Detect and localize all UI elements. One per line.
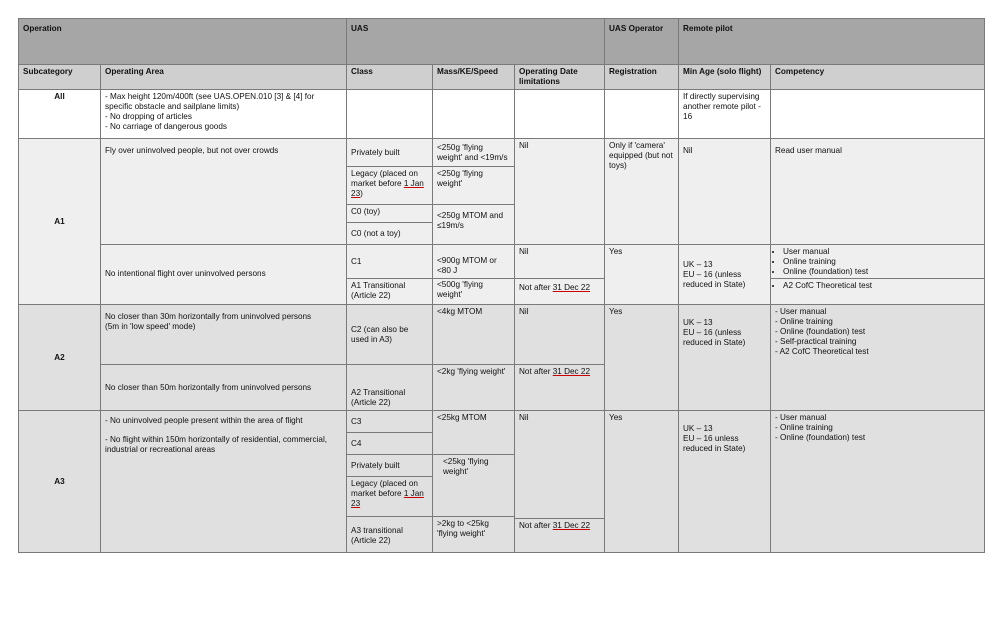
a1-class-c0-toy: C0 (toy) xyxy=(347,205,433,223)
a1-mass-c0: <250g MTOM and ≤19m/s xyxy=(433,205,515,245)
a3-class-c3: C3 xyxy=(347,411,433,433)
a1-legacy-date: 1 Jan 23 xyxy=(351,179,424,198)
a1-min-age-2: UK – 13 EU – 16 (unless reduced in State) xyxy=(679,245,771,305)
header-operation: Operation xyxy=(19,19,347,65)
a1-class-legacy xyxy=(347,167,433,205)
a1-mass-a1t: <500g 'flying weight' xyxy=(433,279,515,305)
a2-competency-item: - A2 CofC Theoretical test xyxy=(775,347,869,356)
subheader-subcategory: Subcategory xyxy=(19,65,101,90)
a3-class-a3t: A3 transitional (Article 22) xyxy=(347,517,433,553)
subheader-registration: Registration xyxy=(605,65,679,90)
a3-class-legacy xyxy=(347,477,433,517)
a2-competency-item: - Online (foundation) test xyxy=(775,327,866,336)
a2-competency-list xyxy=(775,307,980,357)
a2-area-1: No closer than 30m horizontally from uninvolved persons (5m in 'low speed' mode) xyxy=(101,305,347,365)
a3-legacy-date: 1 Jan 23 xyxy=(351,489,424,508)
all-competency xyxy=(771,90,985,139)
a2-class-c2: C2 (can also be used in A3) xyxy=(347,305,433,365)
all-class xyxy=(347,90,433,139)
all-area-line: - No dropping of articles xyxy=(105,112,192,121)
a3-area-line: - No flight within 150m horizontally of residential, commercial, industrial or recreational areas xyxy=(105,435,328,454)
header-row xyxy=(19,19,985,65)
a1-competency-3-list xyxy=(775,281,980,291)
a2-date-a2t-text: Not after xyxy=(519,367,553,376)
a3-registration: Yes xyxy=(605,411,679,553)
all-area-line: - Max height 120m/400ft (see UAS.OPEN.010 [3] & [4] for specific obstacle and sailplane limits) xyxy=(105,92,315,111)
all-mass xyxy=(433,90,515,139)
row-a3-c3 xyxy=(19,411,985,433)
a2-date-a2t xyxy=(515,365,605,411)
all-min-age: If directly supervising another remote pilot - 16 xyxy=(679,90,771,139)
subheader-operating-area: Operating Area xyxy=(101,65,347,90)
a1-competency-2-list xyxy=(775,247,980,277)
a1-date-c1: Nil xyxy=(515,245,605,279)
all-operating-area xyxy=(101,90,347,139)
a1-registration-1: Only if 'camera' equipped (but not toys) xyxy=(605,139,679,245)
a2-competency xyxy=(771,305,985,411)
a1-mass-c1: <900g MTOM or <80 J xyxy=(433,245,515,279)
a1-mass-private: <250g 'flying weight' and <19m/s xyxy=(433,139,515,167)
row-a2-c2 xyxy=(19,305,985,365)
subheader-date-limits: Operating Date limitations xyxy=(515,65,605,90)
a1-area-2: No intentional flight over uninvolved persons xyxy=(101,245,347,305)
a2-mass-c2: <4kg MTOM xyxy=(433,305,515,365)
a1-registration-2: Yes xyxy=(605,245,679,305)
subheader-min-age: Min Age (solo flight) xyxy=(679,65,771,90)
a2-min-age: UK – 13 EU – 16 (unless reduced in State) xyxy=(679,305,771,411)
subcategory-a2: A2 xyxy=(19,305,101,411)
a1-competency-1: Read user manual xyxy=(771,139,985,245)
all-date xyxy=(515,90,605,139)
a2-mass-a2t: <2kg 'flying weight' xyxy=(433,365,515,411)
a1-competency-item: • Online training xyxy=(783,257,980,267)
a1-date-a1t-date: 31 Dec 22 xyxy=(552,283,591,292)
a1-area-1: Fly over uninvolved people, but not over crowds xyxy=(101,139,347,245)
a3-area-line: - No uninvolved people present within the area of flight xyxy=(105,416,303,425)
a2-registration: Yes xyxy=(605,305,679,411)
a1-min-age-1: Nil xyxy=(679,139,771,245)
a3-class-c4: C4 xyxy=(347,433,433,455)
row-all xyxy=(19,90,985,139)
a3-min-age: UK – 13 EU – 16 unless reduced in State) xyxy=(679,411,771,553)
a3-class-private: Privately built xyxy=(347,455,433,477)
a1-competency-item: • A2 CofC Theoretical test xyxy=(783,281,980,291)
uas-operations-table xyxy=(18,18,985,553)
uas-operations-table-container xyxy=(18,18,984,553)
header-uas: UAS xyxy=(347,19,605,65)
a1-class-private: Privately built xyxy=(347,139,433,167)
a1-mass-legacy: <250g 'flying weight' xyxy=(433,167,515,205)
a3-date-a3t xyxy=(515,519,605,553)
a3-legacy-text: Legacy (placed on market before xyxy=(351,479,418,498)
subheader-mass: Mass/KE/Speed xyxy=(433,65,515,90)
a1-competency-3 xyxy=(771,279,985,305)
a3-competency-item: - Online training xyxy=(775,423,833,432)
a2-date-a2t-date: 31 Dec 22 xyxy=(552,367,591,376)
header-uas-operator: UAS Operator xyxy=(605,19,679,65)
a2-competency-item: - User manual xyxy=(775,307,827,316)
all-registration xyxy=(605,90,679,139)
a3-date-a3t-date: 31 Dec 22 xyxy=(552,521,591,530)
a3-mass-c3c4: <25kg MTOM xyxy=(433,411,515,455)
a2-area-2: No closer than 50m horizontally from uninvolved persons xyxy=(101,365,347,411)
a3-mass-private: <25kg 'flying weight' xyxy=(433,455,515,517)
a1-competency-item: • User manual xyxy=(783,247,980,257)
a1-competency-item: • Online (foundation) test xyxy=(783,267,980,277)
a1-legacy-close: ) xyxy=(360,189,363,198)
a3-competency-item: - Online (foundation) test xyxy=(775,433,866,442)
a3-competency-list xyxy=(775,413,980,443)
a3-date-a3t-text: Not after xyxy=(519,521,553,530)
a1-class-c1: C1 xyxy=(347,245,433,279)
row-a1-private xyxy=(19,139,985,167)
header-remote-pilot: Remote pilot xyxy=(679,19,985,65)
a2-class-a2t: A2 Transitional (Article 22) xyxy=(347,365,433,411)
a1-date-1: Nil xyxy=(515,139,605,245)
subcategory-all: All xyxy=(19,90,101,139)
a2-competency-item: - Self-practical training xyxy=(775,337,857,346)
a3-date-1: Nil xyxy=(515,411,605,519)
subheader-row xyxy=(19,65,985,90)
a3-mass-a3t: >2kg to <25kg 'flying weight' xyxy=(433,517,515,553)
subheader-competency: Competency xyxy=(771,65,985,90)
a3-operating-area xyxy=(101,411,347,553)
a1-legacy-text: Legacy (placed on market before xyxy=(351,169,418,188)
a1-class-c0-not-toy: C0 (not a toy) xyxy=(347,223,433,245)
a2-date-c2: Nil xyxy=(515,305,605,365)
subcategory-a3: A3 xyxy=(19,411,101,553)
a1-date-a1t xyxy=(515,279,605,305)
a3-competency-item: - User manual xyxy=(775,413,827,422)
a2-competency-item: - Online training xyxy=(775,317,833,326)
a1-competency-2 xyxy=(771,245,985,279)
all-area-line: - No carriage of dangerous goods xyxy=(105,122,227,131)
row-a1-c1 xyxy=(19,245,985,279)
subcategory-a1: A1 xyxy=(19,139,101,305)
subheader-class: Class xyxy=(347,65,433,90)
a1-class-a1t: A1 Transitional (Article 22) xyxy=(347,279,433,305)
a1-date-a1t-text: Not after xyxy=(519,283,553,292)
a3-competency xyxy=(771,411,985,553)
